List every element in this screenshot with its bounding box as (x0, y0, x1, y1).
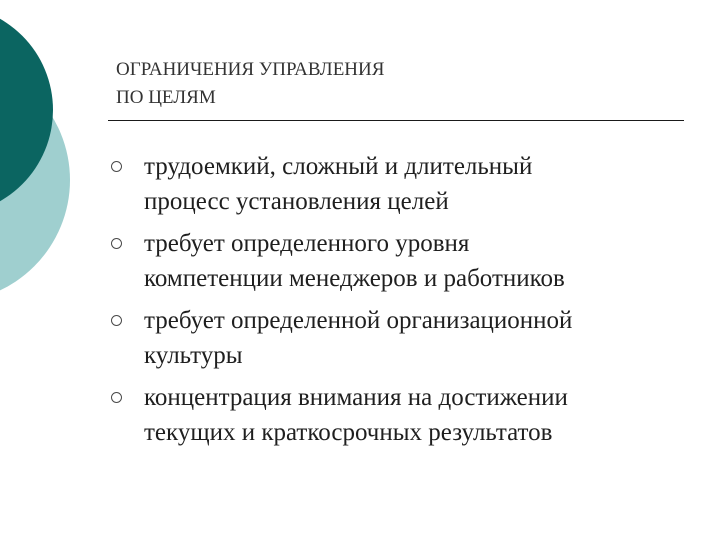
bullet-text-line: процесс установления целей (144, 187, 449, 215)
bullet-item (108, 381, 688, 450)
bullet-text-line: требует определенной организационной (144, 307, 573, 334)
hollow-circle-icon (111, 392, 122, 403)
title-divider (108, 120, 684, 121)
slide-title (116, 56, 384, 112)
bullet-text-line: требует определенного уровня (144, 230, 470, 257)
bullet-text-line: концентрация внимания на достижении (144, 384, 568, 411)
bullet-item (108, 304, 688, 373)
slide-title-line: ПО ЦЕЛЯМ (116, 87, 216, 108)
bullet-text-line: компетенции менеджеров и работников (144, 264, 565, 292)
hollow-circle-icon (111, 238, 122, 249)
decorative-circles (0, 0, 80, 300)
bullet-item (108, 150, 688, 219)
bullet-list (108, 150, 688, 458)
hollow-circle-icon (111, 161, 122, 172)
bullet-text-line: трудоемкий, сложный и длительный (144, 153, 533, 180)
bullet-text-line: текущих и краткосрочных результатов (144, 418, 553, 446)
slide-title-line: ОГРАНИЧЕНИЯ УПРАВЛЕНИЯ (116, 59, 385, 80)
bullet-text-line: культуры (144, 341, 243, 369)
hollow-circle-icon (111, 315, 122, 326)
bullet-item (108, 227, 688, 296)
